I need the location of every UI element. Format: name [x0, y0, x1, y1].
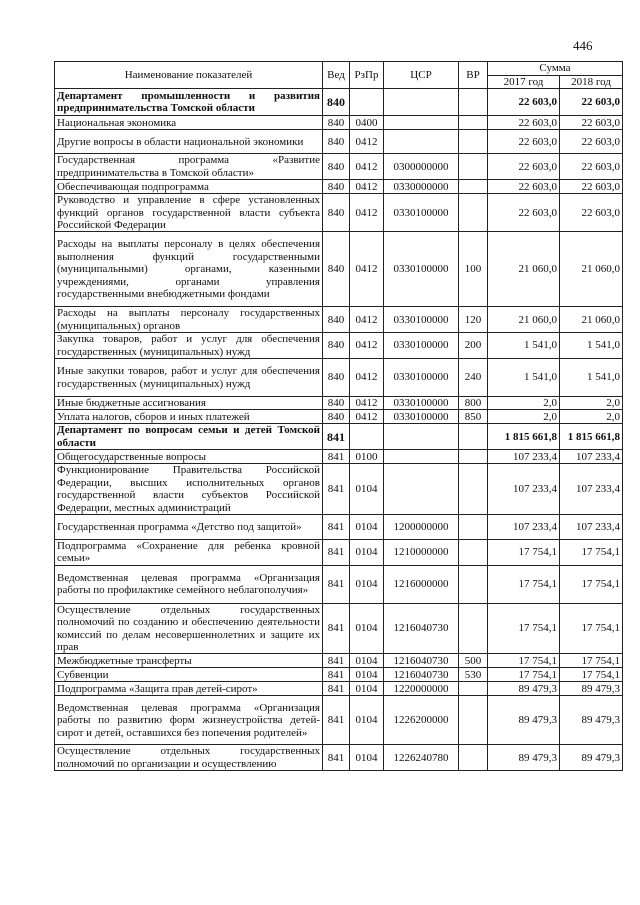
- cell-2017: 22 603,0: [488, 180, 560, 194]
- cell-csr: [384, 116, 459, 130]
- cell-rzpr: 0412: [350, 130, 384, 154]
- cell-ved: 841: [323, 424, 350, 450]
- table-row: [55, 359, 623, 397]
- cell-name: Подпрограмма «Сохранение для ребенка кровной семьи»: [55, 539, 323, 565]
- cell-name: Расходы на выплаты персоналу государственных (муниципальных) органов: [55, 307, 323, 333]
- cell-vr: [459, 565, 488, 603]
- table-body: [55, 89, 623, 771]
- header-name: Наименование показателей: [55, 62, 323, 89]
- cell-2018: 107 233,4: [560, 450, 623, 464]
- cell-2018: 89 479,3: [560, 682, 623, 696]
- cell-2017: 17 754,1: [488, 603, 560, 654]
- cell-vr: 850: [459, 410, 488, 424]
- table-row: [55, 180, 623, 194]
- cell-ved: 840: [323, 194, 350, 232]
- cell-name: Закупка товаров, работ и услуг для обеспечения государственных (муниципальных) нужд: [55, 333, 323, 359]
- cell-csr: 1216040730: [384, 654, 459, 668]
- cell-rzpr: 0412: [350, 307, 384, 333]
- cell-vr: 530: [459, 668, 488, 682]
- cell-name: Руководство и управление в сфере установленных функций органов государственной власти субъекта Российской Федерации: [55, 194, 323, 232]
- cell-ved: 841: [323, 565, 350, 603]
- cell-2017: 17 754,1: [488, 654, 560, 668]
- cell-name: Обеспечивающая подпрограмма: [55, 180, 323, 194]
- cell-vr: [459, 514, 488, 539]
- cell-name: Уплата налогов, сборов и иных платежей: [55, 410, 323, 424]
- cell-name: Осуществление отдельных государственных полномочий по организации и осуществлению: [55, 745, 323, 771]
- table-row: [55, 333, 623, 359]
- cell-csr: 1200000000: [384, 514, 459, 539]
- cell-rzpr: 0104: [350, 565, 384, 603]
- cell-rzpr: 0104: [350, 654, 384, 668]
- cell-2017: 107 233,4: [488, 514, 560, 539]
- cell-csr: 1210000000: [384, 539, 459, 565]
- cell-2018: 2,0: [560, 410, 623, 424]
- cell-2018: 22 603,0: [560, 116, 623, 130]
- cell-2017: 21 060,0: [488, 232, 560, 307]
- table-row: [55, 603, 623, 654]
- table-row: [55, 232, 623, 307]
- cell-2017: 107 233,4: [488, 464, 560, 515]
- cell-ved: 840: [323, 232, 350, 307]
- cell-name: Другие вопросы в области национальной экономики: [55, 130, 323, 154]
- cell-rzpr: 0104: [350, 745, 384, 771]
- cell-ved: 840: [323, 116, 350, 130]
- cell-name: Департамент промышленности и развития предпринимательства Томской области: [55, 89, 323, 116]
- table-row: [55, 565, 623, 603]
- table-row: [55, 696, 623, 745]
- cell-2018: 21 060,0: [560, 232, 623, 307]
- table-row: [55, 514, 623, 539]
- cell-name: Государственная программа «Развитие предпринимательства в Томской области»: [55, 154, 323, 180]
- cell-2018: 89 479,3: [560, 696, 623, 745]
- cell-rzpr: 0412: [350, 232, 384, 307]
- cell-vr: [459, 89, 488, 116]
- cell-vr: [459, 194, 488, 232]
- header-csr: ЦСР: [384, 62, 459, 89]
- header-sum: Сумма: [488, 62, 623, 76]
- table-row: [55, 194, 623, 232]
- cell-vr: [459, 696, 488, 745]
- cell-name: Департамент по вопросам семьи и детей Томской области: [55, 424, 323, 450]
- cell-rzpr: 0104: [350, 539, 384, 565]
- cell-rzpr: 0412: [350, 180, 384, 194]
- cell-csr: 1226200000: [384, 696, 459, 745]
- cell-name: Подпрограмма «Защита прав детей-сирот»: [55, 682, 323, 696]
- cell-2017: 17 754,1: [488, 668, 560, 682]
- cell-ved: 841: [323, 682, 350, 696]
- cell-vr: [459, 424, 488, 450]
- cell-vr: [459, 539, 488, 565]
- cell-name: Государственная программа «Детство под защитой»: [55, 514, 323, 539]
- cell-name: Межбюджетные трансферты: [55, 654, 323, 668]
- header-rzpr: РзПр: [350, 62, 384, 89]
- cell-csr: 0330100000: [384, 232, 459, 307]
- cell-ved: 840: [323, 154, 350, 180]
- cell-rzpr: 0412: [350, 359, 384, 397]
- table-row: [55, 410, 623, 424]
- cell-vr: 240: [459, 359, 488, 397]
- cell-ved: 841: [323, 654, 350, 668]
- cell-ved: 841: [323, 514, 350, 539]
- table-row: [55, 89, 623, 116]
- cell-csr: [384, 89, 459, 116]
- cell-ved: 841: [323, 696, 350, 745]
- cell-2017: 89 479,3: [488, 745, 560, 771]
- cell-2018: 17 754,1: [560, 539, 623, 565]
- table-row: [55, 654, 623, 668]
- cell-vr: 200: [459, 333, 488, 359]
- cell-2018: 89 479,3: [560, 745, 623, 771]
- cell-2018: 1 815 661,8: [560, 424, 623, 450]
- cell-rzpr: [350, 424, 384, 450]
- cell-ved: 841: [323, 464, 350, 515]
- cell-csr: 1216040730: [384, 668, 459, 682]
- cell-csr: 0330000000: [384, 180, 459, 194]
- cell-rzpr: 0412: [350, 410, 384, 424]
- cell-rzpr: [350, 89, 384, 116]
- cell-csr: 1226240780: [384, 745, 459, 771]
- table-row: [55, 450, 623, 464]
- cell-2017: 89 479,3: [488, 682, 560, 696]
- cell-2017: 2,0: [488, 397, 560, 410]
- cell-ved: 840: [323, 397, 350, 410]
- cell-rzpr: 0400: [350, 116, 384, 130]
- header-vr: ВР: [459, 62, 488, 89]
- budget-table: [54, 61, 623, 771]
- cell-2018: 22 603,0: [560, 194, 623, 232]
- table-row: [55, 464, 623, 515]
- cell-2017: 2,0: [488, 410, 560, 424]
- header-year-2017: 2017 год: [488, 76, 560, 89]
- cell-vr: 500: [459, 654, 488, 668]
- cell-ved: 840: [323, 359, 350, 397]
- cell-2017: 1 815 661,8: [488, 424, 560, 450]
- cell-2018: 2,0: [560, 397, 623, 410]
- cell-2018: 107 233,4: [560, 514, 623, 539]
- cell-name: Ведомственная целевая программа «Организация работы по профилактике семейного неблагополучия»: [55, 565, 323, 603]
- cell-rzpr: 0104: [350, 514, 384, 539]
- cell-vr: [459, 154, 488, 180]
- cell-ved: 840: [323, 410, 350, 424]
- table-header: [55, 62, 623, 89]
- cell-csr: 0330100000: [384, 194, 459, 232]
- page-number: 446: [573, 38, 593, 53]
- cell-csr: 0300000000: [384, 154, 459, 180]
- cell-vr: [459, 745, 488, 771]
- cell-csr: 1216000000: [384, 565, 459, 603]
- cell-csr: [384, 130, 459, 154]
- table-row: [55, 397, 623, 410]
- header-year-2018: 2018 год: [560, 76, 623, 89]
- cell-2017: 22 603,0: [488, 116, 560, 130]
- cell-ved: 841: [323, 668, 350, 682]
- cell-vr: [459, 464, 488, 515]
- cell-2017: 17 754,1: [488, 565, 560, 603]
- cell-csr: [384, 450, 459, 464]
- cell-vr: [459, 130, 488, 154]
- cell-2018: 22 603,0: [560, 154, 623, 180]
- cell-rzpr: 0104: [350, 696, 384, 745]
- table-row: [55, 668, 623, 682]
- cell-ved: 841: [323, 450, 350, 464]
- cell-name: Ведомственная целевая программа «Организация работы по развитию форм жизнеустройства детей-сирот и детей, оставшихся без попечения родителей»: [55, 696, 323, 745]
- cell-name: Расходы на выплаты персоналу в целях обеспечения выполнения функций государственными (муниципальными) органами, казенными учреждениями, органами управления государственными внебюджетными фондами: [55, 232, 323, 307]
- cell-rzpr: 0412: [350, 194, 384, 232]
- cell-2018: 22 603,0: [560, 130, 623, 154]
- cell-name: Осуществление отдельных государственных полномочий по созданию и обеспечению деятельности комиссий по делам несовершеннолетних и защите их прав: [55, 603, 323, 654]
- cell-rzpr: 0104: [350, 682, 384, 696]
- cell-2018: 1 541,0: [560, 359, 623, 397]
- cell-ved: 841: [323, 603, 350, 654]
- cell-ved: 840: [323, 333, 350, 359]
- cell-csr: [384, 464, 459, 515]
- cell-vr: [459, 603, 488, 654]
- cell-2017: 22 603,0: [488, 194, 560, 232]
- table-row: [55, 745, 623, 771]
- cell-2018: 22 603,0: [560, 89, 623, 116]
- table-row: [55, 154, 623, 180]
- cell-name: Функционирование Правительства Российской Федерации, высших исполнительных органов государственной власти субъектов Российской Федерации, местных администраций: [55, 464, 323, 515]
- cell-name: Субвенции: [55, 668, 323, 682]
- table-row: [55, 116, 623, 130]
- cell-2018: 22 603,0: [560, 180, 623, 194]
- cell-rzpr: 0412: [350, 154, 384, 180]
- table-row: [55, 539, 623, 565]
- cell-vr: [459, 180, 488, 194]
- cell-name: Общегосударственные вопросы: [55, 450, 323, 464]
- cell-2017: 107 233,4: [488, 450, 560, 464]
- cell-2017: 1 541,0: [488, 333, 560, 359]
- cell-2018: 107 233,4: [560, 464, 623, 515]
- cell-csr: [384, 424, 459, 450]
- cell-rzpr: 0412: [350, 397, 384, 410]
- table-row: [55, 130, 623, 154]
- cell-name: Национальная экономика: [55, 116, 323, 130]
- cell-2017: 22 603,0: [488, 154, 560, 180]
- cell-vr: [459, 682, 488, 696]
- cell-2018: 17 754,1: [560, 668, 623, 682]
- cell-2017: 89 479,3: [488, 696, 560, 745]
- cell-csr: 0330100000: [384, 410, 459, 424]
- cell-csr: 1220000000: [384, 682, 459, 696]
- cell-rzpr: 0104: [350, 464, 384, 515]
- cell-2017: 22 603,0: [488, 89, 560, 116]
- cell-2017: 1 541,0: [488, 359, 560, 397]
- cell-rzpr: 0100: [350, 450, 384, 464]
- cell-rzpr: 0412: [350, 333, 384, 359]
- cell-ved: 841: [323, 539, 350, 565]
- cell-csr: 0330100000: [384, 359, 459, 397]
- cell-2018: 1 541,0: [560, 333, 623, 359]
- cell-vr: 100: [459, 232, 488, 307]
- cell-2018: 17 754,1: [560, 654, 623, 668]
- cell-rzpr: 0104: [350, 603, 384, 654]
- table-row: [55, 682, 623, 696]
- cell-2017: 21 060,0: [488, 307, 560, 333]
- cell-vr: 800: [459, 397, 488, 410]
- cell-ved: 840: [323, 130, 350, 154]
- cell-2017: 17 754,1: [488, 539, 560, 565]
- table-row: [55, 424, 623, 450]
- cell-csr: 0330100000: [384, 307, 459, 333]
- cell-vr: [459, 116, 488, 130]
- cell-csr: 1216040730: [384, 603, 459, 654]
- cell-2018: 17 754,1: [560, 565, 623, 603]
- cell-ved: 840: [323, 180, 350, 194]
- cell-csr: 0330100000: [384, 333, 459, 359]
- cell-vr: 120: [459, 307, 488, 333]
- cell-vr: [459, 450, 488, 464]
- cell-csr: 0330100000: [384, 397, 459, 410]
- cell-ved: 840: [323, 307, 350, 333]
- cell-name: Иные бюджетные ассигнования: [55, 397, 323, 410]
- cell-2017: 22 603,0: [488, 130, 560, 154]
- header-ved: Вед: [323, 62, 350, 89]
- cell-2018: 21 060,0: [560, 307, 623, 333]
- cell-name: Иные закупки товаров, работ и услуг для обеспечения государственных (муниципальных) нужд: [55, 359, 323, 397]
- cell-ved: 841: [323, 745, 350, 771]
- table-row: [55, 307, 623, 333]
- cell-2018: 17 754,1: [560, 603, 623, 654]
- cell-rzpr: 0104: [350, 668, 384, 682]
- cell-ved: 840: [323, 89, 350, 116]
